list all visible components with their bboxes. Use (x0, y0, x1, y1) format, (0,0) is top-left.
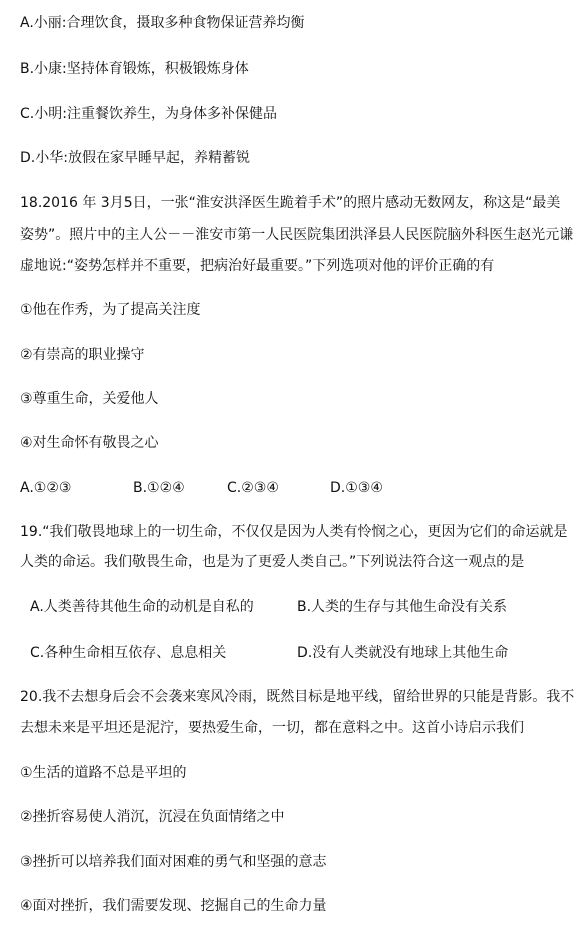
q20-item-2: ②挫折容易使人消沉，沉浸在负面情绪之中 (20, 809, 285, 825)
q17-option-c: C.小明:注重餐饮养生，为身体多补保健品 (20, 106, 277, 122)
q18-choice-b: B.①②④ (133, 480, 185, 496)
q20-item-4: ④面对挫折，我们需要发现、挖掘自己的生命力量 (20, 898, 327, 914)
q20-stem-line-1: 20.我不去想身后会不会袭来寒风冷雨，既然目标是地平线，留给世界的只能是背影。我不 (20, 689, 575, 705)
q17-option-a: A.小丽:合理饮食，摄取多种食物保证营养均衡 (20, 15, 305, 31)
q17-option-b: B.小康:坚持体育锻炼，积极锻炼身体 (20, 61, 249, 77)
q18-stem-line-2: 姿势”。照片中的主人公－－淮安市第一人民医院集团洪泽县人民医院脑外科医生赵光元谦 (20, 227, 574, 243)
q18-choice-c: C.②③④ (227, 480, 279, 496)
q20-stem-line-2: 去想未来是平坦还是泥泞，要热爱生命，一切，都在意料之中。这首小诗启示我们 (20, 720, 524, 736)
q19-choice-d: D.没有人类就没有地球上其他生命 (297, 645, 509, 661)
q20-item-1: ①生活的道路不总是平坦的 (20, 765, 187, 781)
q18-item-4: ④对生命怀有敬畏之心 (20, 435, 159, 451)
q18-choice-d: D.①③④ (330, 480, 383, 496)
q18-item-2: ②有崇高的职业操守 (20, 347, 145, 363)
q18-choice-a: A.①②③ (20, 480, 72, 496)
q19-choice-b: B.人类的生存与其他生命没有关系 (297, 599, 508, 615)
q17-option-d: D.小华:放假在家早睡早起，养精蓄锐 (20, 150, 250, 166)
q19-choice-c: C.各种生命相互依存、息息相关 (30, 645, 227, 661)
q19-choice-a: A.人类善待其他生命的动机是自私的 (30, 599, 254, 615)
q19-stem-line-2: 人类的命运。我们敬畏生命，也是为了更爱人类自己。”下列说法符合这一观点的是 (20, 554, 525, 570)
q19-stem-line-1: 19.“我们敬畏地球上的一切生命，不仅仅是因为人类有怜悯之心，更因为它们的命运就是 (20, 524, 568, 540)
q18-stem-line-3: 虚地说:“姿势怎样并不重要，把病治好最重要。”下列选项对他的评价正确的有 (20, 258, 495, 274)
q18-item-3: ③尊重生命，关爱他人 (20, 391, 159, 407)
q20-item-3: ③挫折可以培养我们面对困难的勇气和坚强的意志 (20, 854, 327, 870)
q18-stem-line-1: 18.2016 年 3月5日，一张“淮安洪泽医生跪着手术”的照片感动无数网友，称这是“最美 (20, 195, 561, 211)
q18-item-1: ①他在作秀，为了提高关注度 (20, 302, 201, 318)
